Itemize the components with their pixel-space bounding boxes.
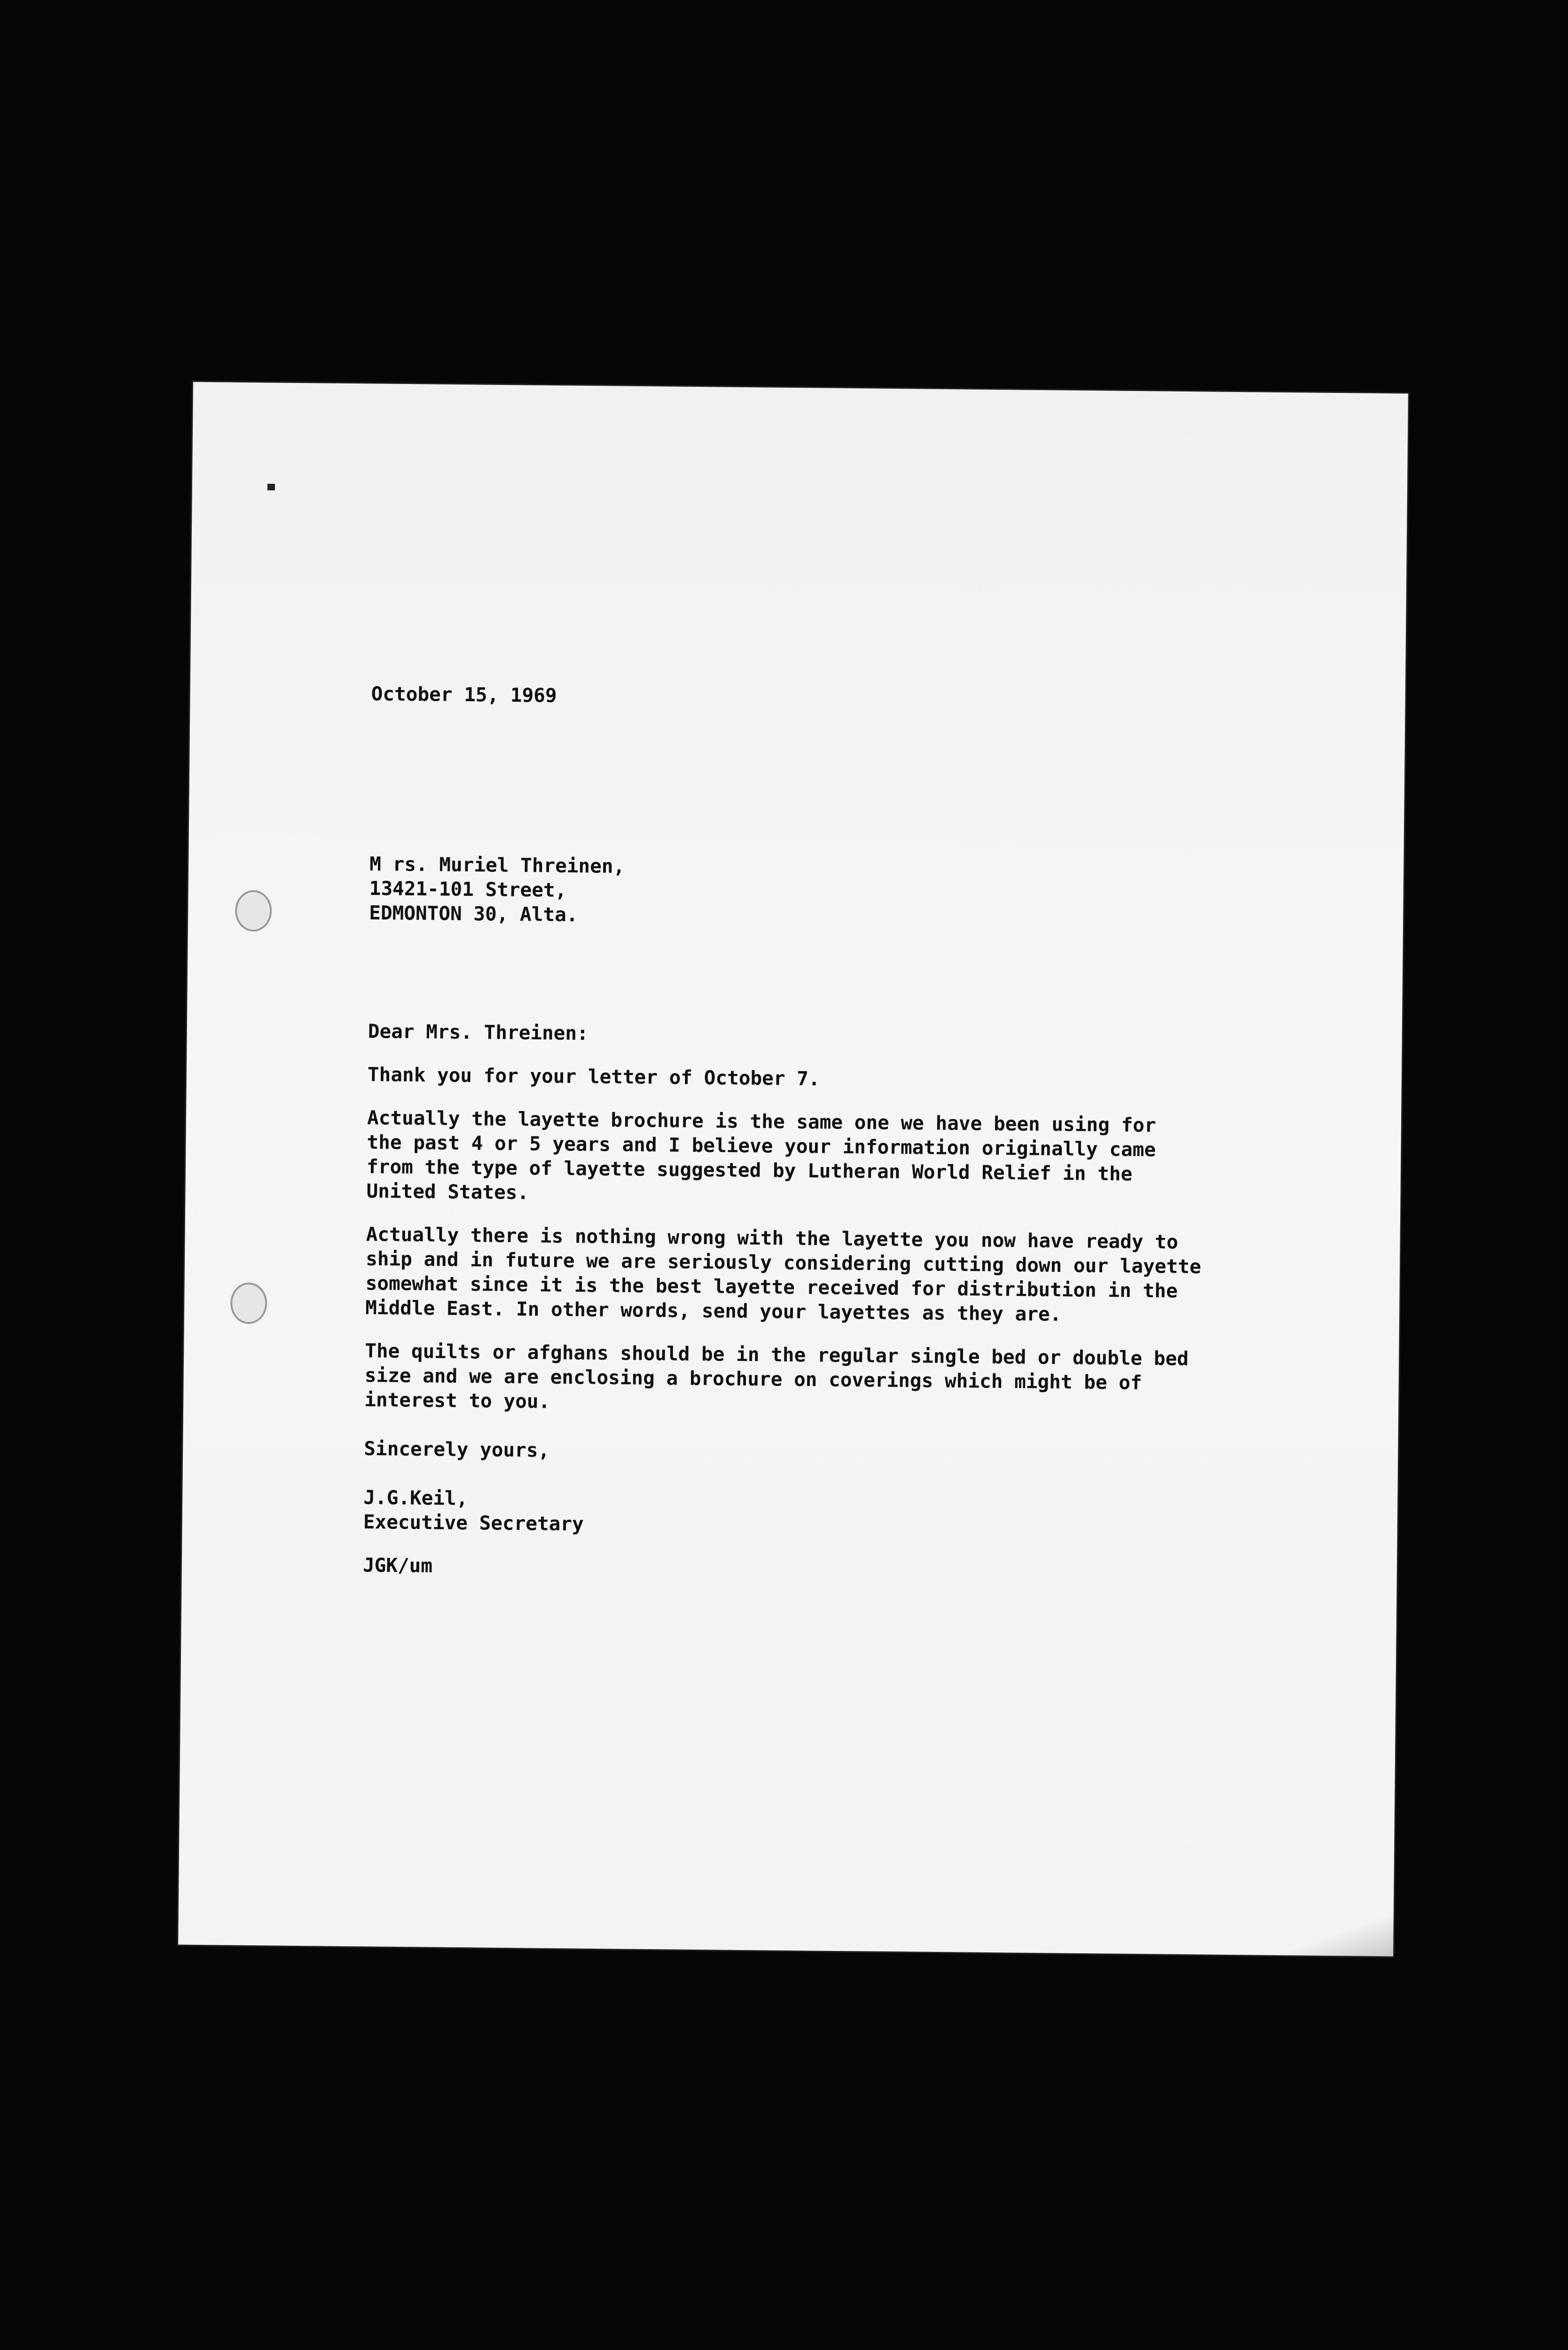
paragraph-2-line: from the type of layette suggested by Lutheran World Relief in the <box>366 1155 1133 1185</box>
paragraph-4-line: size and we are enclosing a brochure on coverings which might be of <box>364 1363 1142 1394</box>
recipient-city: EDMONTON 30, Alta. <box>369 901 578 926</box>
letter-body <box>363 682 1311 1586</box>
paper-fold <box>1271 1913 1394 1956</box>
paragraph-4-line: interest to you. <box>364 1388 550 1413</box>
paragraph-2-line: United States. <box>366 1179 529 1204</box>
paper-speck <box>267 484 275 490</box>
letter-date: October 15, 1969 <box>371 682 557 707</box>
paragraph-2-line: the past 4 or 5 years and I believe your information originally came <box>367 1130 1156 1161</box>
punch-hole <box>235 890 272 932</box>
recipient-street: 13421-101 Street, <box>369 877 567 902</box>
signer-name: J.G.Keil, <box>363 1486 468 1510</box>
paragraph-1-line: Thank you for your letter of October 7. <box>367 1063 820 1090</box>
salutation: Dear Mrs. Threinen: <box>368 1019 589 1045</box>
paragraph-2-line: Actually the layette brochure is the same one we have been using for <box>367 1106 1156 1137</box>
paragraph-4-line: The quilts or afghans should be in the regular single bed or double bed <box>365 1339 1189 1370</box>
punch-hole <box>230 1283 267 1324</box>
paragraph-3-line: somewhat since it is the best layette received for distribution in the <box>365 1271 1178 1302</box>
paragraph-3-line: Actually there is nothing wrong with the layette you now have ready to <box>366 1222 1178 1253</box>
closing: Sincerely yours, <box>364 1437 550 1462</box>
paragraph-3-line: Middle East. In other words, send your layettes as they are. <box>365 1296 1062 1326</box>
signer-title: Executive Secretary <box>363 1510 584 1535</box>
recipient-name: M rs. Muriel Threinen, <box>369 852 625 878</box>
paragraph-3-line: ship and in future we are seriously considering cutting down our layette <box>365 1247 1201 1278</box>
reference-initials: JGK/um <box>362 1553 433 1577</box>
